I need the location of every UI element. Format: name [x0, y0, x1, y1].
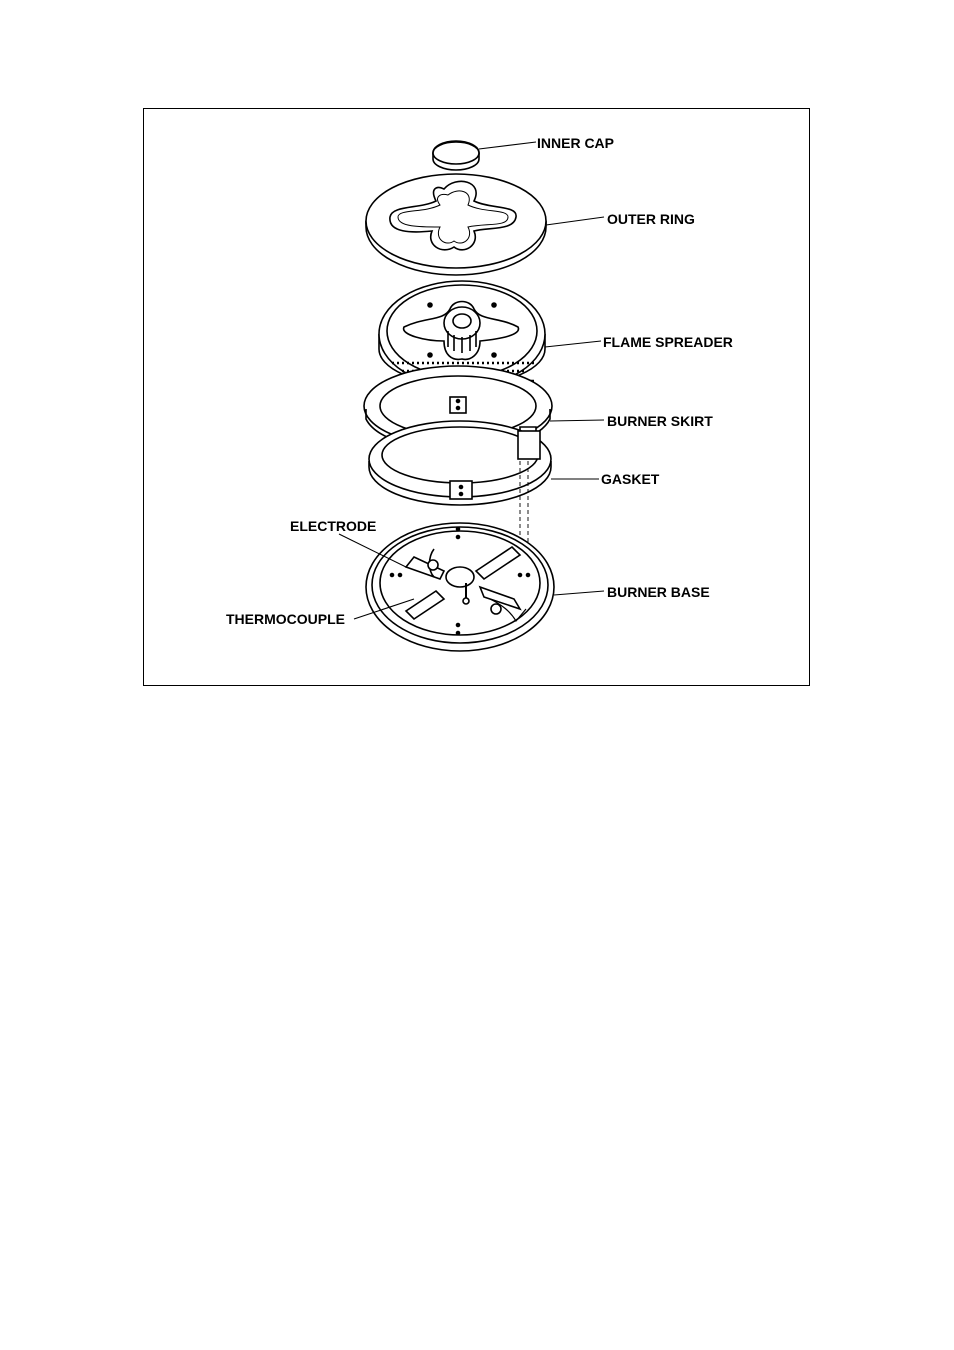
- gasket-part: [369, 421, 551, 505]
- label-flame-spreader: FLAME SPREADER: [603, 334, 733, 350]
- label-electrode: ELECTRODE: [290, 518, 377, 534]
- label-outer-ring: OUTER RING: [607, 211, 695, 227]
- label-burner-base: BURNER BASE: [607, 584, 710, 600]
- burner-exploded-diagram: [143, 108, 810, 686]
- label-inner-cap: INNER CAP: [537, 135, 615, 151]
- label-burner-skirt: BURNER SKIRT: [607, 413, 713, 429]
- burner-diagram-svg: [144, 109, 811, 687]
- outer-ring-part: [366, 174, 546, 275]
- burner-base-part: [366, 523, 554, 651]
- inner-cap-part: [433, 141, 479, 170]
- label-gasket: GASKET: [601, 471, 660, 487]
- label-thermocouple: THERMOCOUPLE: [226, 611, 345, 627]
